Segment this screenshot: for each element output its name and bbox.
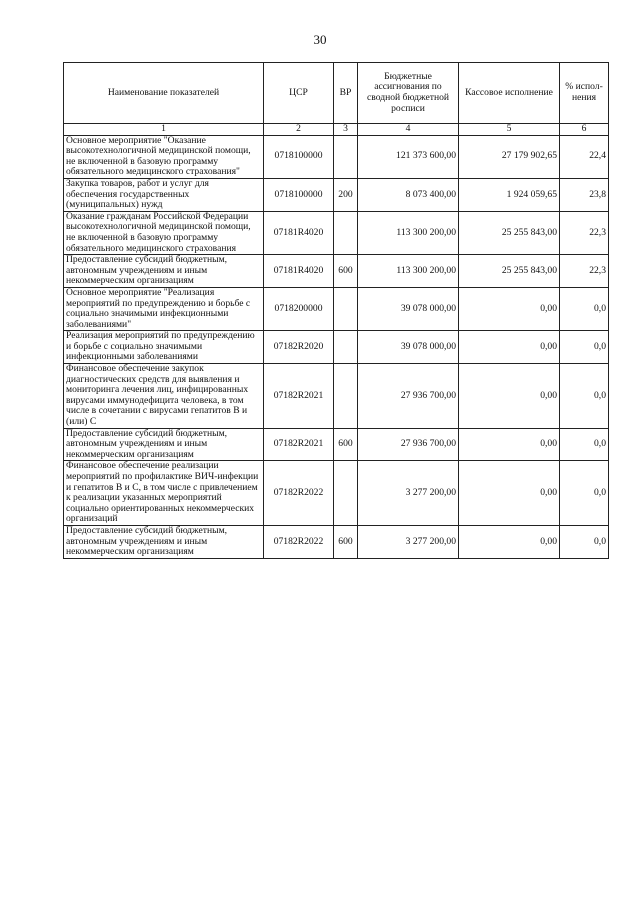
row-name-cell: Основное мероприятие "Оказание высокотехнологичной медицинской помощи, не включенной в базовую программу обязательного медицинского страхования"	[64, 135, 264, 178]
row-budget-cell: 121 373 600,00	[358, 135, 459, 178]
column-number: 3	[334, 124, 358, 136]
row-name-cell: Предоставление субсидий бюджетным, автономным учреждениям и иным некоммерческим организациям	[64, 428, 264, 461]
row-vr-cell: 600	[334, 428, 358, 461]
row-csr-cell: 07182R2020	[264, 331, 334, 364]
row-name-cell: Оказание гражданам Российской Федерации высокотехнологичной медицинской помощи, не включенной в базовую программу обязательного медицинского страхования	[64, 211, 264, 254]
table-row	[64, 135, 609, 178]
column-number: 6	[560, 124, 609, 136]
row-cash-cell: 1 924 059,65	[459, 178, 560, 211]
row-pct-cell: 0,0	[560, 428, 609, 461]
row-vr-cell	[334, 364, 358, 429]
table-row	[64, 525, 609, 558]
row-name-cell: Финансовое обеспечение закупок диагностических средств для выявления и мониторинга лечения лиц, инфицированных вирусами иммунодефицита человека, в том числе в сочетании с вирусами гепатитов В и (или) С	[64, 364, 264, 429]
row-csr-cell: 07182R2021	[264, 428, 334, 461]
row-cash-cell: 0,00	[459, 428, 560, 461]
table-header-row	[64, 63, 609, 124]
row-pct-cell: 0,0	[560, 525, 609, 558]
row-name-cell: Предоставление субсидий бюджетным, автономным учреждениям и иным некоммерческим организациям	[64, 255, 264, 288]
column-number: 2	[264, 124, 334, 136]
row-csr-cell: 07182R2022	[264, 461, 334, 526]
table-row	[64, 331, 609, 364]
header-csr: ЦСР	[264, 63, 334, 124]
row-name-cell: Основное мероприятие "Реализация мероприятий по предупреждению и борьбе с социально значимыми инфекционными заболеваниями"	[64, 287, 264, 330]
row-pct-cell: 0,0	[560, 287, 609, 330]
row-name-cell: Предоставление субсидий бюджетным, автономным учреждениям и иным некоммерческим организациям	[64, 525, 264, 558]
row-cash-cell: 0,00	[459, 287, 560, 330]
row-pct-cell: 0,0	[560, 364, 609, 429]
page-number: 30	[313, 32, 327, 47]
row-csr-cell: 07182R2022	[264, 525, 334, 558]
row-budget-cell: 113 300 200,00	[358, 211, 459, 254]
table-row	[64, 461, 609, 526]
row-vr-cell	[334, 461, 358, 526]
row-budget-cell: 27 936 700,00	[358, 428, 459, 461]
row-cash-cell: 25 255 843,00	[459, 255, 560, 288]
row-pct-cell: 23,8	[560, 178, 609, 211]
column-number: 1	[64, 124, 264, 136]
row-pct-cell: 0,0	[560, 461, 609, 526]
table-row	[64, 428, 609, 461]
row-vr-cell	[334, 211, 358, 254]
header-vr: ВР	[334, 63, 358, 124]
column-number-row	[64, 124, 609, 136]
row-csr-cell: 0718100000	[264, 178, 334, 211]
row-name-cell: Финансовое обеспечение реализации мероприятий по профилактике ВИЧ-инфекции и гепатитов В и С, в том числе с привлечением к реализации указанных мероприятий социально ориентированных некоммерческих организаций	[64, 461, 264, 526]
table-row	[64, 287, 609, 330]
header-budget: Бюджетные ассигнования по сводной бюджетной росписи	[358, 63, 459, 124]
row-budget-cell: 39 078 000,00	[358, 331, 459, 364]
budget-execution-table	[63, 62, 609, 559]
row-cash-cell: 25 255 843,00	[459, 211, 560, 254]
row-pct-cell: 22,4	[560, 135, 609, 178]
row-vr-cell: 600	[334, 255, 358, 288]
row-cash-cell: 0,00	[459, 525, 560, 558]
row-budget-cell: 8 073 400,00	[358, 178, 459, 211]
row-vr-cell: 200	[334, 178, 358, 211]
row-cash-cell: 0,00	[459, 331, 560, 364]
row-csr-cell: 0718200000	[264, 287, 334, 330]
column-number: 4	[358, 124, 459, 136]
row-vr-cell	[334, 135, 358, 178]
row-name-cell: Реализация мероприятий по предупреждению и борьбе с социально значимыми инфекционными заболеваниями	[64, 331, 264, 364]
row-vr-cell: 600	[334, 525, 358, 558]
row-cash-cell: 0,00	[459, 461, 560, 526]
row-csr-cell: 07182R2021	[264, 364, 334, 429]
row-vr-cell	[334, 331, 358, 364]
row-name-cell: Закупка товаров, работ и услуг для обеспечения государственных (муниципальных) нужд	[64, 178, 264, 211]
table-row	[64, 178, 609, 211]
row-budget-cell: 39 078 000,00	[358, 287, 459, 330]
row-pct-cell: 22,3	[560, 211, 609, 254]
column-number: 5	[459, 124, 560, 136]
row-budget-cell: 113 300 200,00	[358, 255, 459, 288]
row-budget-cell: 3 277 200,00	[358, 461, 459, 526]
row-csr-cell: 07181R4020	[264, 255, 334, 288]
row-csr-cell: 0718100000	[264, 135, 334, 178]
table-row	[64, 211, 609, 254]
header-name: Наименование показателей	[64, 63, 264, 124]
row-csr-cell: 07181R4020	[264, 211, 334, 254]
table-row	[64, 364, 609, 429]
row-cash-cell: 27 179 902,65	[459, 135, 560, 178]
row-pct-cell: 0,0	[560, 331, 609, 364]
row-vr-cell	[334, 287, 358, 330]
header-cash: Кассовое исполнение	[459, 63, 560, 124]
row-pct-cell: 22,3	[560, 255, 609, 288]
header-pct: % испол-нения	[560, 63, 609, 124]
row-cash-cell: 0,00	[459, 364, 560, 429]
table-row	[64, 255, 609, 288]
row-budget-cell: 3 277 200,00	[358, 525, 459, 558]
row-budget-cell: 27 936 700,00	[358, 364, 459, 429]
